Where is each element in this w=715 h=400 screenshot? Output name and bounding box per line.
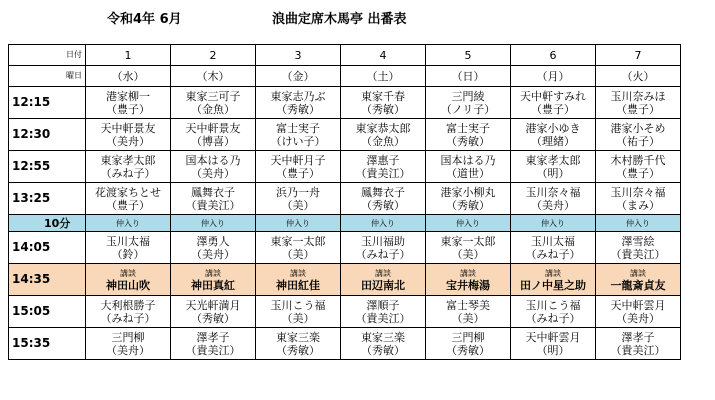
- accompanist-name: （豊子）: [616, 102, 660, 116]
- performer-cell: [171, 264, 256, 296]
- performer-cell: [86, 87, 171, 119]
- accompanist-name: （美舟）: [191, 247, 235, 261]
- performer-name: 玉川奈みほ: [610, 89, 666, 103]
- accompanist-name: （豊子）: [276, 166, 320, 180]
- performer-name: 富士実子: [276, 121, 320, 135]
- slot-time: 10分: [9, 215, 86, 232]
- performer-cell: [256, 328, 341, 360]
- accompanist-name: （美舟）: [531, 198, 575, 212]
- accompanist-name: （美舟）: [106, 134, 150, 148]
- performer-cell: [171, 296, 256, 328]
- intermission-cell: [171, 215, 256, 232]
- genre-label: 講談: [120, 268, 136, 278]
- performer-name: 東家三楽: [276, 330, 320, 344]
- performer-cell: [511, 264, 596, 296]
- performer-name: 天光軒満月: [185, 298, 241, 312]
- accompanist-name: （理緒）: [531, 134, 575, 148]
- performer-name: 国本はる乃: [185, 153, 241, 167]
- performer-name: 玉川奈々福: [525, 185, 581, 199]
- accompanist-name: （秀敏）: [446, 198, 490, 212]
- performer-cell: [341, 296, 426, 328]
- performer-name: 澤勇人: [196, 234, 230, 248]
- performer-name: 大利根勝子: [100, 298, 156, 312]
- performer-name: 木村勝千代: [610, 153, 666, 167]
- day-number: 3: [256, 45, 341, 66]
- performer-name: 田辺南北: [361, 278, 405, 292]
- performer-cell: [256, 232, 341, 264]
- accompanist-name: （秀敏）: [191, 311, 235, 325]
- performer-cell: [341, 119, 426, 151]
- performer-cell: [86, 119, 171, 151]
- performer-cell: [511, 151, 596, 183]
- performer-cell: [256, 296, 341, 328]
- intermission-cell: [86, 215, 171, 232]
- performer-name: 澤孝子: [621, 330, 655, 344]
- weekday: （木）: [171, 66, 256, 87]
- performer-name: 港家小ゆき: [525, 121, 581, 135]
- accompanist-name: （美）: [281, 311, 315, 325]
- accompanist-name: （秀敏）: [361, 102, 405, 116]
- performer-name: 天中軒月子: [270, 153, 326, 167]
- performer-name: 神田紅佳: [276, 278, 320, 292]
- slot-time: 14:05: [9, 232, 86, 264]
- performer-name: 三門柳: [451, 330, 485, 344]
- performer-cell: [426, 296, 511, 328]
- accompanist-name: （貴美江）: [355, 311, 411, 325]
- slot-time: 14:35: [9, 264, 86, 296]
- accompanist-name: （貴美江）: [185, 198, 241, 212]
- accompanist-name: （秀敏）: [276, 102, 320, 116]
- weekday: （日）: [426, 66, 511, 87]
- schedule-month: 令和4年 6月: [107, 12, 182, 27]
- accompanist-name: （みね子）: [355, 247, 411, 261]
- performer-cell: [426, 151, 511, 183]
- slot-row: [9, 87, 681, 119]
- day-number: 2: [171, 45, 256, 66]
- performer-name: 宝井梅湯: [446, 278, 490, 292]
- accompanist-name: （道世）: [446, 166, 490, 180]
- performer-cell: [86, 264, 171, 296]
- accompanist-name: （秀敏）: [446, 343, 490, 357]
- intermission-label: 仲入り: [201, 218, 225, 228]
- day-number: 7: [596, 45, 681, 66]
- accompanist-name: （豊子）: [106, 102, 150, 116]
- performer-name: 東家三可子: [185, 89, 241, 103]
- performer-name: 玉川福助: [361, 234, 405, 248]
- slot-time: 12:55: [9, 151, 86, 183]
- performer-cell: [596, 151, 681, 183]
- performer-name: 玉川こう福: [270, 298, 326, 312]
- weekday: （水）: [86, 66, 171, 87]
- slot-row: [9, 232, 681, 264]
- accompanist-name: （まみ）: [616, 198, 660, 212]
- accompanist-name: （貴美江）: [185, 343, 241, 357]
- performer-cell: [256, 183, 341, 215]
- performer-cell: [171, 119, 256, 151]
- performer-cell: [256, 119, 341, 151]
- intermission-cell: [341, 215, 426, 232]
- accompanist-name: （鈴）: [111, 247, 145, 261]
- performer-cell: [596, 87, 681, 119]
- performer-name: 港家小そめ: [610, 121, 666, 135]
- day-number: 1: [86, 45, 171, 66]
- performer-name: 富士琴美: [446, 298, 490, 312]
- performer-cell: [86, 296, 171, 328]
- performer-name: 東家孝太郎: [525, 153, 581, 167]
- accompanist-name: （豊子）: [106, 198, 150, 212]
- performer-name: 玉川こう福: [525, 298, 581, 312]
- slot-time: 12:15: [9, 87, 86, 119]
- performer-name: 天中軒雲月: [525, 330, 581, 344]
- performer-name: 花渡家ちとせ: [95, 185, 161, 199]
- accompanist-name: （祐子）: [616, 134, 660, 148]
- intermission-label: 仲入り: [541, 218, 565, 228]
- performer-cell: [511, 87, 596, 119]
- slot-time: 12:30: [9, 119, 86, 151]
- accompanist-name: （博喜）: [191, 134, 235, 148]
- performer-name: 澤雪絵: [621, 234, 655, 248]
- weekday: （火）: [596, 66, 681, 87]
- lineup-table: [8, 44, 681, 360]
- genre-label: 講談: [545, 268, 561, 278]
- accompanist-name: （美）: [281, 198, 315, 212]
- performer-cell: [596, 296, 681, 328]
- slot-row: [9, 296, 681, 328]
- performer-cell: [596, 232, 681, 264]
- performer-cell: [511, 119, 596, 151]
- performer-cell: [341, 232, 426, 264]
- performer-name: 澤順子: [366, 298, 400, 312]
- performer-name: 鳳舞衣子: [361, 185, 405, 199]
- performer-name: 神田真紅: [191, 278, 235, 292]
- performer-cell: [171, 328, 256, 360]
- accompanist-name: （金魚）: [191, 102, 235, 116]
- accompanist-name: （金魚）: [361, 134, 405, 148]
- performer-cell: [511, 232, 596, 264]
- weekday: （土）: [341, 66, 426, 87]
- intermission-row: [9, 215, 681, 232]
- day-number: 5: [426, 45, 511, 66]
- performer-cell: [426, 264, 511, 296]
- genre-label: 講談: [375, 268, 391, 278]
- performer-cell: [426, 119, 511, 151]
- performer-cell: [86, 151, 171, 183]
- date-label: 日付: [9, 45, 86, 66]
- genre-label: 講談: [630, 268, 646, 278]
- accompanist-name: （美舟）: [106, 343, 150, 357]
- slot-time: 15:35: [9, 328, 86, 360]
- intermission-cell: [511, 215, 596, 232]
- performer-cell: [256, 264, 341, 296]
- performer-name: 天中軒景友: [185, 121, 241, 135]
- performer-cell: [86, 232, 171, 264]
- slot-row: [9, 119, 681, 151]
- performer-name: 東家志乃ぶ: [270, 89, 326, 103]
- performer-cell: [86, 328, 171, 360]
- accompanist-name: （ノリ子）: [440, 102, 496, 116]
- performer-name: 天中軒雲月: [610, 298, 666, 312]
- performer-name: 玉川太福: [106, 234, 150, 248]
- performer-name: 東家千春: [361, 89, 405, 103]
- performer-name: 一龍斎貞友: [610, 278, 666, 292]
- performer-name: 東家一太郎: [440, 234, 496, 248]
- accompanist-name: （豊子）: [616, 166, 660, 180]
- performer-cell: [171, 232, 256, 264]
- accompanist-name: （美）: [451, 311, 485, 325]
- intermission-label: 仲入り: [626, 218, 650, 228]
- accompanist-name: （けい子）: [270, 134, 326, 148]
- accompanist-name: （貴美江）: [610, 247, 666, 261]
- intermission-label: 仲入り: [371, 218, 395, 228]
- performer-cell: [341, 151, 426, 183]
- accompanist-name: （美舟）: [616, 311, 660, 325]
- day-number: 4: [341, 45, 426, 66]
- performer-cell: [86, 183, 171, 215]
- accompanist-name: （秀敏）: [361, 343, 405, 357]
- accompanist-name: （秀敏）: [361, 198, 405, 212]
- performer-cell: [256, 151, 341, 183]
- slot-row: [9, 183, 681, 215]
- date-row: [9, 45, 681, 66]
- intermission-cell: [256, 215, 341, 232]
- intermission-label: 仲入り: [116, 218, 140, 228]
- performer-name: 浜乃一舟: [276, 185, 320, 199]
- performer-cell: [426, 328, 511, 360]
- weekday-row: [9, 66, 681, 87]
- slot-row: [9, 151, 681, 183]
- weekday: （金）: [256, 66, 341, 87]
- performer-cell: [596, 183, 681, 215]
- intermission-cell: [596, 215, 681, 232]
- slot-time: 15:05: [9, 296, 86, 328]
- slot-row: [9, 328, 681, 360]
- performer-name: 東家一太郎: [270, 234, 326, 248]
- weekday-label: 曜日: [9, 66, 86, 87]
- performer-cell: [426, 183, 511, 215]
- accompanist-name: （明）: [536, 166, 570, 180]
- intermission-cell: [426, 215, 511, 232]
- genre-label: 講談: [290, 268, 306, 278]
- schedule-title: 浪曲定席木馬亭 出番表: [272, 12, 407, 27]
- performer-cell: [511, 328, 596, 360]
- accompanist-name: （みね子）: [100, 166, 156, 180]
- accompanist-name: （貴美江）: [355, 166, 411, 180]
- performer-name: 三門綾: [451, 89, 485, 103]
- accompanist-name: （みね子）: [100, 311, 156, 325]
- accompanist-name: （美）: [281, 247, 315, 261]
- performer-cell: [171, 151, 256, 183]
- accompanist-name: （明）: [536, 343, 570, 357]
- performer-name: 玉川奈々福: [610, 185, 666, 199]
- performer-cell: [341, 183, 426, 215]
- performer-cell: [511, 183, 596, 215]
- performer-cell: [596, 264, 681, 296]
- accompanist-name: （秀敏）: [276, 343, 320, 357]
- performer-name: 国本はる乃: [440, 153, 496, 167]
- accompanist-name: （豊子）: [531, 102, 575, 116]
- performer-name: 三門柳: [111, 330, 145, 344]
- performer-cell: [341, 87, 426, 119]
- weekday: （月）: [511, 66, 596, 87]
- kodan-row: [9, 264, 681, 296]
- performer-cell: [341, 328, 426, 360]
- performer-name: 東家孝太郎: [100, 153, 156, 167]
- performer-cell: [596, 328, 681, 360]
- intermission-label: 仲入り: [286, 218, 310, 228]
- performer-cell: [256, 87, 341, 119]
- performer-cell: [596, 119, 681, 151]
- day-number: 6: [511, 45, 596, 66]
- performer-name: 田ノ中星之助: [520, 278, 586, 292]
- performer-cell: [171, 183, 256, 215]
- performer-name: 天中軒景友: [100, 121, 156, 135]
- performer-name: 東家恭太郎: [355, 121, 411, 135]
- accompanist-name: （みね子）: [525, 311, 581, 325]
- intermission-label: 仲入り: [456, 218, 480, 228]
- performer-cell: [171, 87, 256, 119]
- performer-cell: [511, 296, 596, 328]
- accompanist-name: （美舟）: [191, 166, 235, 180]
- performer-cell: [341, 264, 426, 296]
- genre-label: 講談: [460, 268, 476, 278]
- genre-label: 講談: [205, 268, 221, 278]
- slot-time: 13:25: [9, 183, 86, 215]
- performer-cell: [426, 232, 511, 264]
- performer-name: 澤孝子: [196, 330, 230, 344]
- accompanist-name: （みね子）: [525, 247, 581, 261]
- performer-cell: [426, 87, 511, 119]
- accompanist-name: （貴美江）: [610, 343, 666, 357]
- performer-name: 港家柳一: [106, 89, 150, 103]
- accompanist-name: （美）: [451, 247, 485, 261]
- performer-name: 玉川太福: [531, 234, 575, 248]
- performer-name: 港家小柳丸: [440, 185, 496, 199]
- performer-name: 神田山吹: [106, 278, 150, 292]
- performer-name: 富士実子: [446, 121, 490, 135]
- performer-name: 東家三楽: [361, 330, 405, 344]
- accompanist-name: （秀敏）: [446, 134, 490, 148]
- performer-name: 天中軒すみれ: [520, 89, 586, 103]
- performer-name: 澤惠子: [366, 153, 400, 167]
- performer-name: 鳳舞衣子: [191, 185, 235, 199]
